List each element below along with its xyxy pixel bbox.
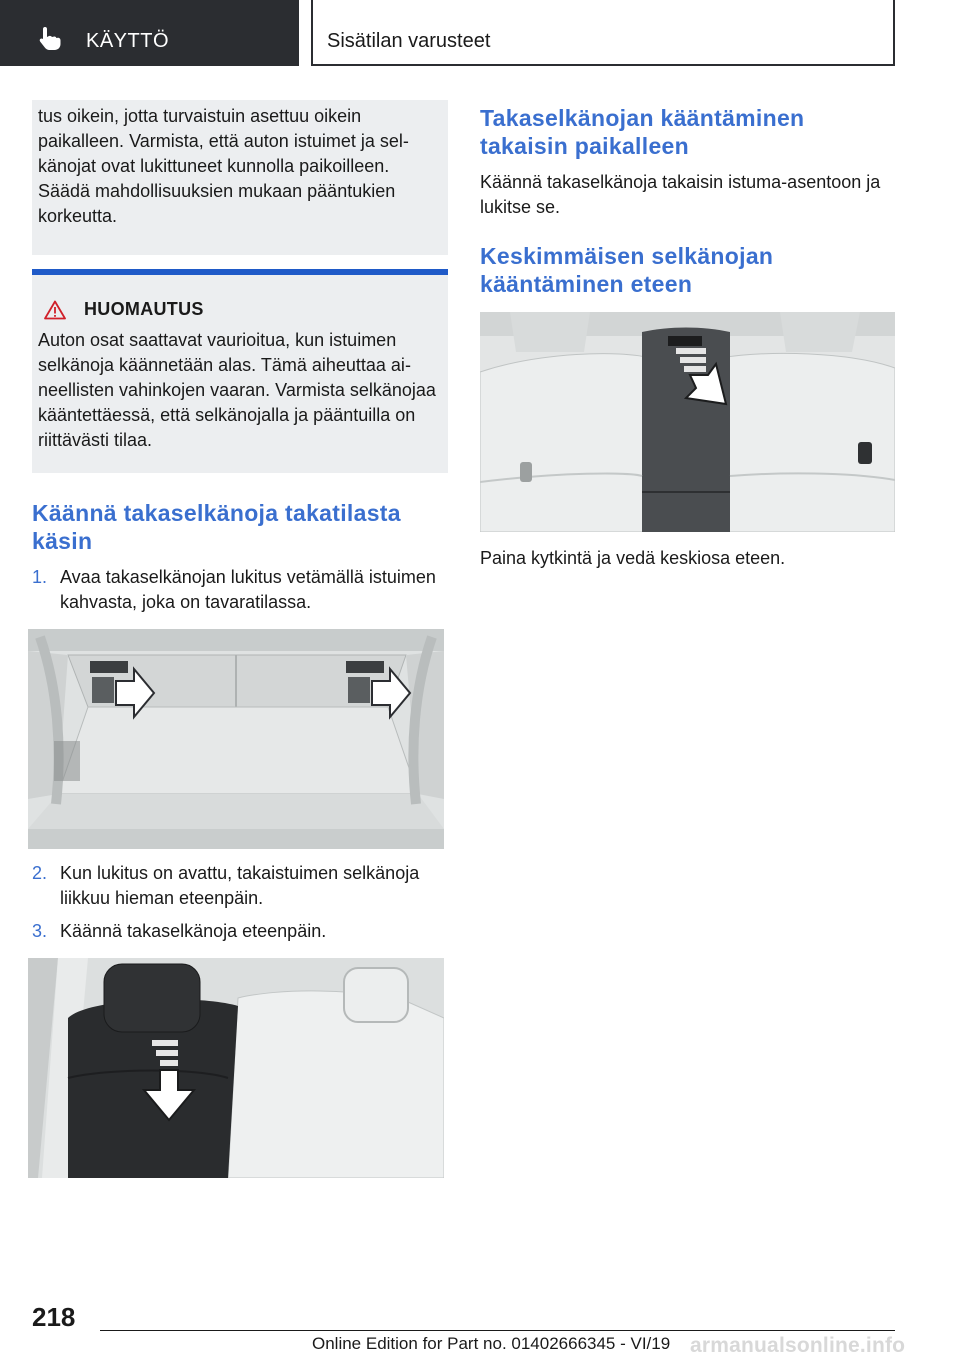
fold-back-text: Käännä takaselkänoja takaisin istuma-asentoon ja lukitse se. [480,172,881,217]
step-number: 2. [32,863,48,883]
step-item [32,861,448,911]
footer-edition-text: Online Edition for Part no. 01402666345 - VI/19 [312,1334,671,1353]
steps-list-a [32,565,448,615]
seat-fold-forward-image [28,958,444,1178]
section-heading-fold-back: Takaselkänojan kääntäminen takaisin paikalleen [480,105,805,159]
warning-title: HUOMAUTUS [84,299,204,319]
right-column [480,100,896,571]
step-item [32,565,448,615]
center-backrest-text: Paina kytkintä ja vedä keskiosa eteen. [480,548,786,568]
step-number: 1. [32,567,48,587]
watermark: armanualsonline.info [690,1334,906,1357]
step-text: Kun lukitus on avattu, takaistuimen selkänoja liikkuu hieman eteenpäin. [60,863,420,908]
section-heading-rear: Käännä takaselkänoja takatilasta käsin [32,500,401,554]
step-text: Käännä takaselkänoja eteenpäin. [60,921,327,941]
section-heading-center: Keskimmäisen selkänojan kääntäminen eteen [480,243,774,297]
trunk-release-handle-image [28,629,444,849]
chapter-title: KÄYTTÖ [86,30,170,52]
footer-divider [100,1330,895,1331]
steps-list-b [32,861,448,944]
warning-box [32,269,448,473]
step-text: Avaa takaselkänojan lukitus vetämällä istuimen kahvasta, joka on tavaratilassa. [60,567,436,612]
center-backrest-image [480,312,895,532]
warning-title-row [38,297,442,322]
left-column [32,100,448,1178]
warning-text: Auton osat saattavat vaurioitua, kun istuimen selkänoja käännetään alas. Tämä aiheuttaa aineellisten vahinkojen vaaran. Varmista selkänojaa kääntettäessä, että selkänojalla ja pääntuilla on riittävästi tilaa. [38,330,436,450]
warning-triangle-icon [44,300,66,320]
step-number: 3. [32,921,48,941]
hand-pointer-icon [36,24,64,52]
section-header [311,0,895,66]
section-title: Sisätilan varusteet [327,30,491,52]
note-text: tus oikein, jotta turvaistuin asettuu oikein paikalleen. Varmista, että auton istuimet ja selkänojat ovat lukittuneet kunnolla paikoilleen. Säädä mahdollisuuksien mukaan pääntukien korkeutta. [38,106,409,226]
note-box [32,100,448,255]
page-number: 218 [32,1302,76,1332]
chapter-tab [0,0,299,66]
step-item [32,919,448,944]
